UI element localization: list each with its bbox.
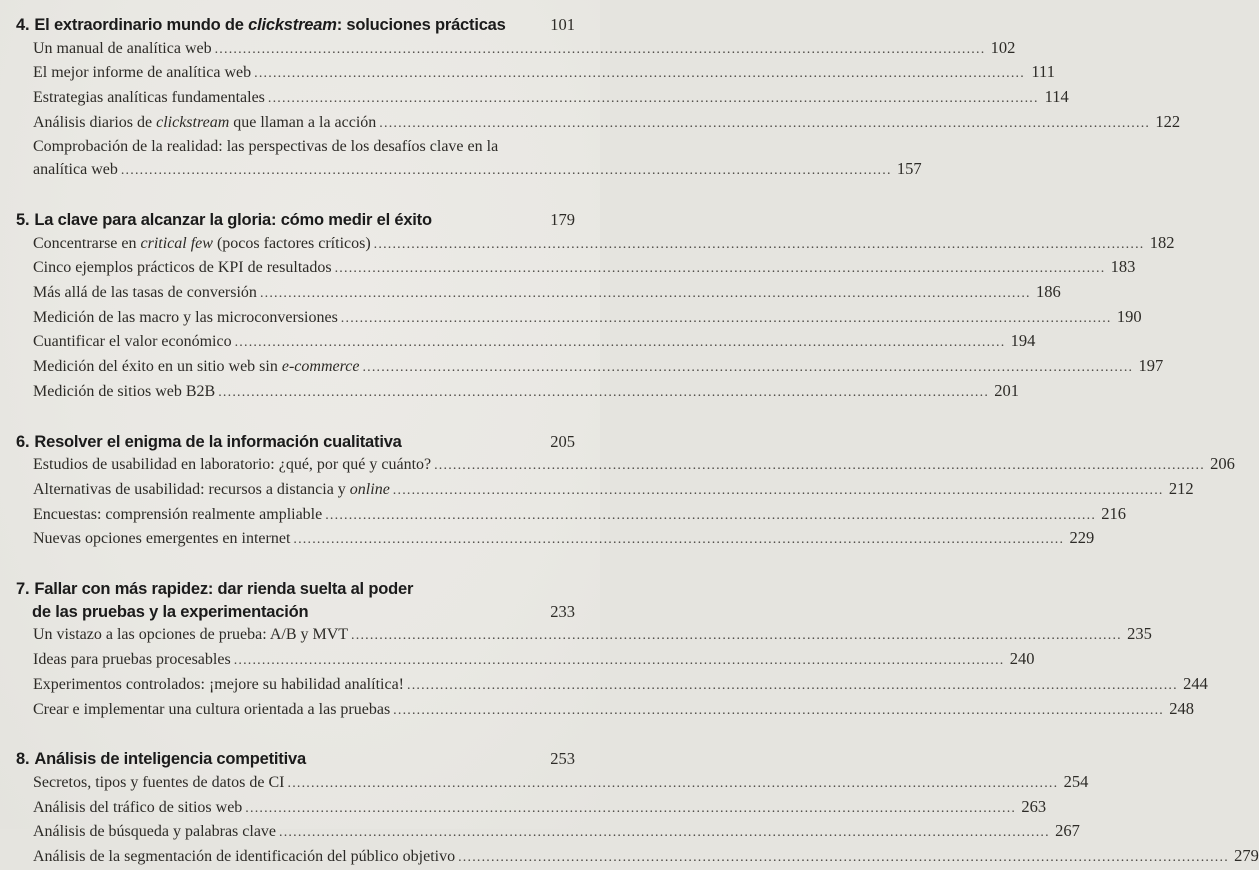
toc-entry xyxy=(33,623,1152,648)
toc-chapter xyxy=(16,578,1208,722)
chapter-heading-row xyxy=(16,748,575,771)
toc-entry-page: 263 xyxy=(1021,796,1047,816)
toc-entry-row xyxy=(33,330,1036,355)
chapter-number: 8. xyxy=(16,750,30,769)
chapter-number: 6. xyxy=(16,432,30,451)
toc-entry-page: 186 xyxy=(1036,282,1061,302)
toc-entry xyxy=(33,330,1036,355)
chapter-title: Fallar con más rapidez: dar rienda suelta al poder xyxy=(34,580,414,599)
toc-entry-page: 216 xyxy=(1101,503,1127,523)
dot-leader xyxy=(404,675,1180,698)
toc-entry xyxy=(33,232,1175,257)
chapter-heading-row xyxy=(16,578,575,601)
dot-leader xyxy=(232,332,1008,355)
toc-entry-row xyxy=(33,478,1194,503)
toc-entry xyxy=(33,355,1164,380)
toc-entry-page: 267 xyxy=(1055,821,1080,841)
toc-entry-text: Análisis diarios de clickstream que llaman a la acción xyxy=(33,113,377,131)
chapter-title: Resolver el enigma de la información cualitativa xyxy=(34,432,402,451)
toc-entry xyxy=(33,256,1136,281)
toc-entry-text: Encuestas: comprensión realmente ampliable xyxy=(33,505,323,523)
toc-entry-row xyxy=(33,232,1175,257)
toc-entry-page: 197 xyxy=(1138,356,1164,376)
toc-entry-row xyxy=(33,820,1080,845)
toc-entry xyxy=(33,845,1259,870)
dot-leader xyxy=(359,357,1135,380)
chapter-page: 101 xyxy=(550,15,575,34)
toc-entry-text: analítica web xyxy=(33,161,118,179)
chapter-page: 179 xyxy=(550,209,575,229)
toc-entry-row xyxy=(33,698,1194,723)
toc-entry xyxy=(33,673,1208,698)
chapter-number: 4. xyxy=(16,16,30,34)
toc-entry-page: 248 xyxy=(1169,698,1194,718)
toc-entry-page: 114 xyxy=(1044,87,1069,107)
toc-entry-text: Concentrarse en critical few (pocos factores críticos) xyxy=(33,234,371,252)
toc-entry-row xyxy=(33,111,1181,136)
toc-entry-page: 235 xyxy=(1127,624,1152,644)
chapter-page: 253 xyxy=(550,749,575,769)
chapter-entries xyxy=(16,453,1235,552)
toc-entry xyxy=(33,380,1020,405)
toc-entry-row xyxy=(33,771,1089,796)
chapter-title: El extraordinario mundo de clickstream: soluciones prácticas xyxy=(34,16,506,34)
toc-entry xyxy=(33,478,1194,503)
chapter-title-line2: de las pruebas y la experimentación xyxy=(32,602,309,621)
toc-entry-row xyxy=(33,648,1035,673)
toc-entry-row xyxy=(33,281,1061,306)
chapter-heading-row xyxy=(16,209,575,232)
toc-entry-text: Análisis de búsqueda y palabras clave xyxy=(33,823,277,841)
toc-entry xyxy=(33,648,1035,673)
dot-leader xyxy=(322,505,1098,528)
chapter-entries xyxy=(16,232,1175,405)
dot-leader xyxy=(455,847,1231,870)
toc-entry-row xyxy=(33,86,1069,111)
toc-entry-row xyxy=(33,673,1208,698)
chapter-page: 205 xyxy=(550,431,575,451)
chapter-heading-row-2 xyxy=(16,601,575,624)
chapter-entries xyxy=(16,37,1181,183)
toc-entry-page: 279 xyxy=(1234,846,1259,866)
dot-leader xyxy=(390,700,1166,723)
dot-leader xyxy=(242,798,1018,821)
toc-entry-page: 157 xyxy=(896,159,922,179)
chapter-entries xyxy=(16,623,1208,722)
toc-entry-row xyxy=(33,380,1020,405)
chapter-number: 5. xyxy=(16,210,30,229)
toc-entry-page: 229 xyxy=(1069,528,1095,548)
toc-entry xyxy=(33,306,1142,331)
dot-leader xyxy=(332,258,1108,281)
toc-entry-text: Estudios de usabilidad en laboratorio: ¿qué, por qué y cuánto? xyxy=(33,456,432,474)
toc-entry-text: Medición de las macro y las microconversiones xyxy=(33,308,338,326)
chapter-title: La clave para alcanzar la gloria: cómo medir el éxito xyxy=(34,210,432,229)
toc-entry xyxy=(33,61,1055,86)
toc-entry-text: Ideas para pruebas procesables xyxy=(33,651,231,669)
toc-entry-row xyxy=(33,845,1259,870)
toc-entry xyxy=(33,796,1047,821)
toc-entry-row xyxy=(33,503,1127,528)
dot-leader xyxy=(285,773,1061,796)
chapter-entries xyxy=(16,771,1259,870)
toc-entry-row xyxy=(33,527,1095,552)
toc-entry-page: 182 xyxy=(1149,232,1175,252)
toc-entry-page: 240 xyxy=(1009,649,1035,669)
toc-entry-text: Un vistazo a las opciones de prueba: A/B y MVT xyxy=(33,626,349,644)
toc-entry xyxy=(33,111,1181,136)
chapter-title: Análisis de inteligencia competitiva xyxy=(34,750,306,769)
toc-entry-page: 244 xyxy=(1183,673,1208,693)
toc-entry-text: Cuantificar el valor económico xyxy=(33,333,232,351)
chapter-number: 7. xyxy=(16,580,30,599)
toc-entry-page: 190 xyxy=(1116,306,1142,326)
toc-entry-text: Un manual de analítica web xyxy=(33,39,212,57)
toc-entry-row xyxy=(33,453,1235,478)
dot-leader xyxy=(390,480,1166,503)
dot-leader xyxy=(276,822,1052,845)
toc-entry-page: 122 xyxy=(1155,111,1181,131)
toc-entry xyxy=(33,281,1061,306)
toc-entry-text: Nuevas opciones emergentes en internet xyxy=(33,530,291,548)
toc-entry xyxy=(33,136,922,183)
toc-entry-page: 194 xyxy=(1010,331,1036,351)
dot-leader xyxy=(376,113,1152,136)
toc-entry-row xyxy=(33,37,1016,62)
toc-entry-text: El mejor informe de analítica web xyxy=(33,64,252,82)
toc-entry-page: 111 xyxy=(1031,62,1055,82)
toc-entry-text: Estrategias analíticas fundamentales xyxy=(33,89,265,107)
toc-entry-row xyxy=(33,158,922,183)
toc-entry-text: Secretos, tipos y fuentes de datos de CI xyxy=(33,773,285,791)
chapter-page-line2: 233 xyxy=(550,601,575,621)
toc-chapter xyxy=(16,431,1235,553)
dot-leader xyxy=(371,234,1147,257)
dot-leader xyxy=(265,88,1041,111)
toc-entry-text: Crear e implementar una cultura orientada a las pruebas xyxy=(33,700,391,718)
dot-leader xyxy=(290,529,1066,552)
toc-chapter xyxy=(16,748,1259,870)
toc-entry xyxy=(33,37,1016,62)
dot-leader xyxy=(338,308,1114,331)
toc-entry-text: Cinco ejemplos prácticos de KPI de resultados xyxy=(33,259,332,277)
dot-leader xyxy=(251,63,1027,86)
toc-entry-text: Medición de sitios web B2B xyxy=(33,382,216,400)
toc-chapter-list xyxy=(16,14,1259,870)
toc-entry-text: Más allá de las tasas de conversión xyxy=(33,284,257,302)
toc-entry-row xyxy=(33,796,1047,821)
toc-entry-page: 254 xyxy=(1063,771,1089,791)
toc-entry-text: Medición del éxito en un sitio web sin e-commerce xyxy=(33,358,360,376)
toc-entry-text: Alternativas de usabilidad: recursos a distancia y online xyxy=(33,480,390,498)
dot-leader xyxy=(431,455,1207,478)
toc-entry-row xyxy=(33,306,1142,331)
toc-entry-wrap-line: Comprobación de la realidad: las perspectivas de los desafíos clave en la xyxy=(33,137,499,155)
dot-leader xyxy=(118,160,894,183)
toc-entry xyxy=(33,698,1194,723)
toc-entry-text: Análisis de la segmentación de identificación del público objetivo xyxy=(33,848,456,866)
chapter-heading-row xyxy=(16,14,575,37)
toc-entry-text: Análisis del tráfico de sitios web xyxy=(33,798,243,816)
toc-entry-page: 201 xyxy=(994,380,1020,400)
toc-entry xyxy=(33,86,1069,111)
dot-leader xyxy=(231,650,1007,673)
toc-entry-row xyxy=(33,623,1152,648)
toc-entry xyxy=(33,820,1080,845)
chapter-heading-row xyxy=(16,431,575,454)
toc-entry-row xyxy=(33,61,1055,86)
dot-leader xyxy=(257,283,1033,306)
toc-chapter xyxy=(16,14,1181,183)
toc-entry xyxy=(33,453,1235,478)
dot-leader xyxy=(215,382,991,405)
toc-entry-page: 183 xyxy=(1110,257,1136,277)
toc-entry xyxy=(33,771,1089,796)
toc-entry xyxy=(33,503,1127,528)
toc-entry xyxy=(33,527,1095,552)
toc-entry-row xyxy=(33,256,1136,281)
toc-entry-page: 206 xyxy=(1210,454,1235,474)
toc-entry-row xyxy=(33,355,1164,380)
toc-entry-page: 212 xyxy=(1168,478,1194,498)
dot-leader xyxy=(212,39,988,62)
toc-entry-page: 102 xyxy=(990,37,1016,57)
dot-leader xyxy=(348,625,1124,648)
toc-chapter xyxy=(16,209,1175,405)
toc-entry-text: Experimentos controlados: ¡mejore su habilidad analítica! xyxy=(33,675,404,693)
